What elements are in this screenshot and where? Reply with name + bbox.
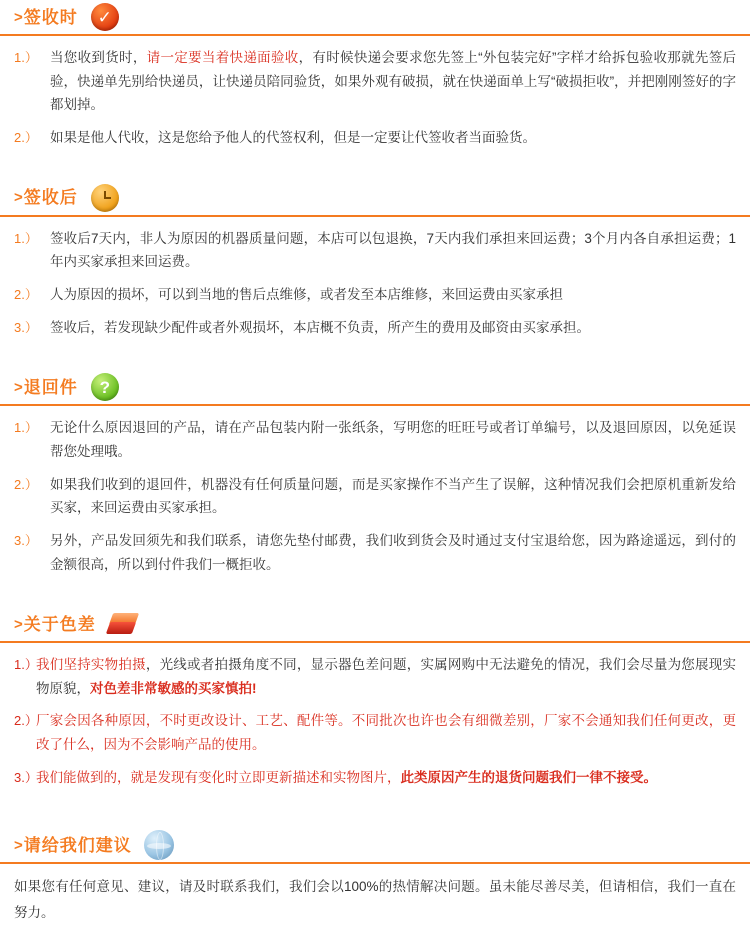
section-return (0, 370, 750, 593)
highlight-text: 对色差非常敏感的买家慎拍! (90, 680, 257, 696)
list-item-number: 3.） (14, 532, 38, 548)
list-item-text: 无论什么原因退回的产品，请在产品包装内附一张纸条，写明您的旺旺号或者订单编号，以及退回原因，以免延误帮您处理哦。 (50, 420, 736, 459)
list-item-number: 2.） (14, 713, 38, 729)
list-item-text: 厂家会因各种原因，不时更改设计、工艺、配件等。不同批次也许也会有细微差别，厂家不会通知我们任何更改，更改了什么，因为不会影响产品的使用。 (36, 713, 736, 752)
section-body (0, 406, 750, 593)
list-item-text: 签收后，若发现缺少配件或者外观损坏，本店概不负责，所产生的费用及邮资由买家承担。 (50, 319, 590, 335)
list-item-text: 如果我们收到的退回件，机器没有任何质量问题，而是买家操作不当产生了误解，这种情况我们会把原机重新发给买家，来回运费由买家承担。 (50, 476, 736, 516)
list-item-text: 我们能做到的，就是发现有变化时立即更新描述和实物图片，此类原因产生的退货问题我们一律不接受。 (36, 769, 657, 785)
list-item (14, 227, 736, 274)
color-swatch-icon (108, 609, 138, 639)
section-header (0, 0, 750, 34)
list-item (14, 126, 736, 150)
highlight-text: 此类原因产生的退货问题我们一律不接受。 (400, 769, 657, 785)
list-item (14, 766, 736, 790)
list-item-number: 2.） (14, 286, 38, 302)
list-item (14, 46, 736, 117)
list-item-text: 当您收到货时，请一定要当着快递面验收，有时候快递会要求您先签上“外包装完好”字样才给拆包验收那就先签后验，快递单先别给快递员，让快递员陪同验货，如果外观有破损，就在快递面单上写“破损拒收”，并把刚刚签好的字都划掉。 (50, 50, 737, 113)
list-item-text: 我们坚持实物拍摄，光线或者拍摄角度不同，显示器色差问题，实属网购中无法避免的情况，我们会尽量为您展现实物原貌，对色差非常敏感的买家慎拍! (36, 657, 737, 696)
section-title: 签收后 (23, 188, 78, 208)
section-body (0, 864, 750, 933)
spacer (0, 593, 750, 607)
arrow-marker-icon: > (14, 8, 23, 26)
list-item-number: 1.） (14, 420, 38, 436)
list-item (14, 283, 736, 307)
spacer (0, 806, 750, 828)
list-item (14, 709, 736, 756)
section-suggestions (0, 828, 750, 933)
globe-icon (144, 830, 174, 860)
section-color-difference (0, 607, 750, 806)
arrow-marker-icon: > (14, 189, 23, 207)
list-item-number: 3.） (14, 319, 38, 335)
list-item-number: 3.） (14, 769, 38, 785)
section-title: 退回件 (23, 377, 78, 397)
list-item (14, 473, 736, 520)
list-item-text: 人为原因的损坏，可以到当地的售后点维修，或者发至本店维修，来回运费由买家承担 (50, 286, 563, 302)
list-item-number: 2.） (14, 129, 38, 145)
section-title: 签收时 (23, 7, 78, 27)
clock-icon (90, 183, 120, 213)
section-body (0, 36, 750, 167)
list-item-text: 签收后7天内，非人为原因的机器质量问题，本店可以包退换，7天内我们承担来回运费；3个月内各自承担运费；1年内买家承担来回运费。 (50, 230, 736, 270)
check-badge-icon: ✓ (90, 2, 120, 32)
list-item-text: 如果是他人代收，这是您给予他人的代签权利，但是一定要让代签收者当面验货。 (50, 129, 536, 145)
highlight-text: 请一定要当着快递面验收 (146, 50, 299, 65)
list-item (14, 416, 736, 463)
arrow-marker-icon: > (14, 836, 23, 854)
section-header (0, 370, 750, 404)
suggestion-text: 如果您有任何意见、建议，请及时联系我们，我们会以100%的热情解决问题。虽未能尽善尽美，但请相信，我们一直在努力。 (14, 879, 736, 921)
question-badge-icon: ? (90, 372, 120, 402)
list-item-number: 1.） (14, 50, 38, 65)
section-title: 请给我们建议 (23, 835, 132, 855)
section-on-sign (0, 0, 750, 167)
section-header (0, 181, 750, 215)
spacer (0, 167, 750, 181)
list-item (14, 529, 736, 576)
section-body (0, 643, 750, 806)
list-item (14, 316, 736, 340)
list-item-number: 1.） (14, 230, 38, 246)
section-title: 关于色差 (23, 614, 96, 634)
list-item-number: 1.） (14, 657, 38, 673)
section-header (0, 607, 750, 641)
spacer (0, 356, 750, 370)
arrow-marker-icon: > (14, 615, 23, 633)
section-header (0, 828, 750, 862)
section-after-sign (0, 181, 750, 357)
list-item (14, 653, 736, 700)
arrow-marker-icon: > (14, 378, 23, 396)
list-item-number: 2.） (14, 476, 38, 492)
list-item-text: 另外，产品发回须先和我们联系，请您先垫付邮费，我们收到货会及时通过支付宝退给您，因为路途遥远，到付的金额很高，所以到付件我们一概拒收。 (50, 532, 736, 572)
section-body (0, 217, 750, 357)
